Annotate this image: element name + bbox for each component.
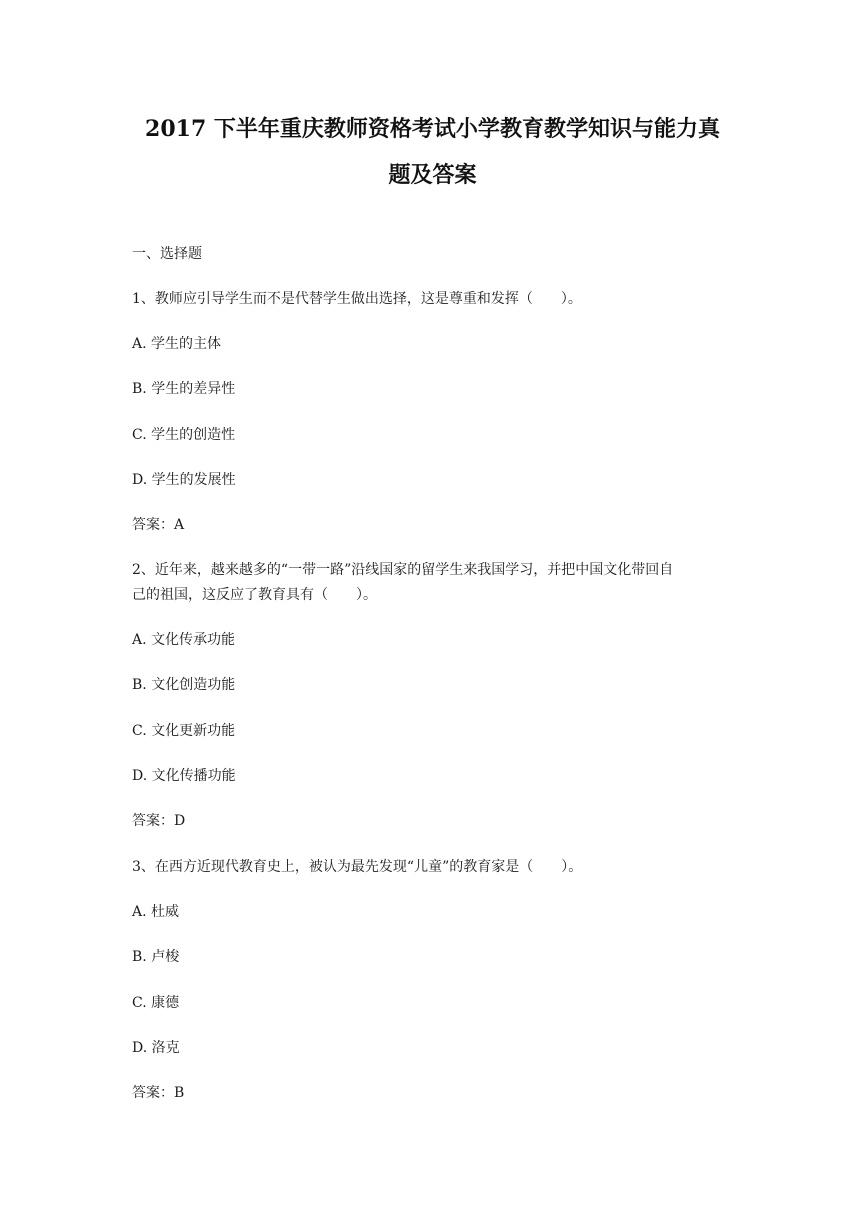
question-2-option-c: C. 文化更新功能 (132, 723, 236, 739)
question-3-option-c: C. 康德 (132, 995, 180, 1011)
question-2-answer: 答案：D (132, 813, 186, 829)
question-3-option-a: A. 杜威 (132, 904, 180, 920)
question-1-option-b: B. 学生的差异性 (132, 381, 236, 397)
question-1-option-c: C. 学生的创造性 (132, 427, 236, 443)
question-1-stem: 1、教师应引导学生而不是代替学生做出选择，这是尊重和发挥（ ）。 (132, 291, 582, 307)
question-3-stem: 3、在西方近现代教育史上，被认为最先发现“儿童”的教育家是（ ）。 (132, 859, 583, 875)
question-1-option-a: A. 学生的主体 (132, 336, 222, 352)
question-2-option-d: D. 文化传播功能 (132, 768, 236, 784)
question-2-stem-line-1: 2、近年来，越来越多的“一带一路”沿线国家的留学生来我国学习，并把中国文化带回自 (132, 562, 674, 578)
document-title-line-2: 题及答案 (388, 162, 477, 188)
question-3-answer: 答案：B (132, 1085, 185, 1101)
question-1-option-d: D. 学生的发展性 (132, 472, 236, 488)
question-1-answer: 答案：A (132, 517, 185, 533)
document-title-line-1: 2017 下半年重庆教师资格考试小学教育教学知识与能力真 (145, 116, 720, 142)
question-3-option-b: B. 卢梭 (132, 949, 180, 965)
question-2-stem-line-2: 己的祖国，这反应了教育具有（ ）。 (132, 587, 377, 603)
question-2-option-b: B. 文化创造功能 (132, 677, 236, 693)
question-2-option-a: A. 文化传承功能 (132, 632, 236, 648)
question-3-option-d: D. 洛克 (132, 1040, 180, 1056)
section-heading: 一、选择题 (132, 246, 202, 262)
